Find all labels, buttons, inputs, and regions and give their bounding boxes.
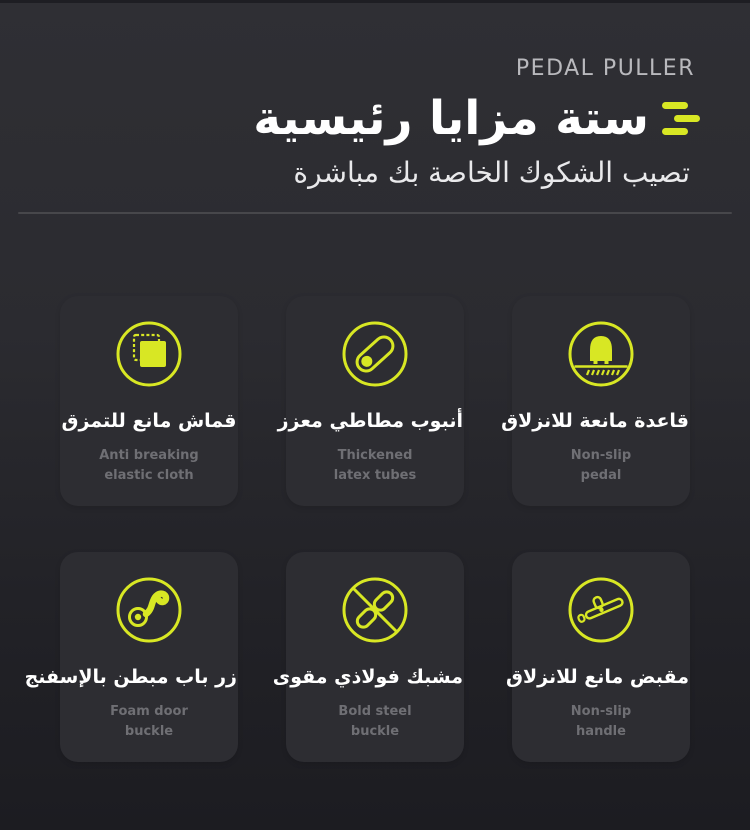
feature-card bbox=[24, 552, 238, 762]
page-subtitle: تصيب الشكوك الخاصة بك مباشرة bbox=[293, 156, 690, 190]
divider bbox=[18, 212, 732, 214]
feature-title: مشبك فولاذي مقوى bbox=[272, 666, 463, 689]
feature-icon-circle bbox=[341, 576, 409, 644]
feature-card bbox=[272, 552, 464, 762]
feature-subtitle bbox=[571, 446, 631, 486]
feature-card bbox=[60, 296, 238, 506]
header bbox=[0, 0, 750, 192]
feature-subtitle-line2: elastic cloth bbox=[104, 468, 194, 484]
feature-subtitle-line2: buckle bbox=[124, 724, 174, 740]
feature-subtitle-line2: pedal bbox=[580, 468, 622, 484]
brand-name: PEDAL PULLER bbox=[515, 56, 695, 81]
foam-door-buckle-icon bbox=[115, 576, 183, 644]
top-edge-shade bbox=[0, 0, 750, 3]
feature-card bbox=[277, 296, 464, 506]
feature-title: مقبض مانع للانزلاق bbox=[505, 666, 689, 689]
feature-title: قاعدة مانعة للانزلاق bbox=[501, 410, 689, 433]
feature-icon-circle bbox=[567, 576, 635, 644]
steel-buckle-icon bbox=[341, 576, 409, 644]
feature-icon-circle bbox=[341, 320, 409, 388]
feature-subtitle-line2: buckle bbox=[350, 724, 400, 740]
feature-subtitle-line1: Anti breaking bbox=[99, 448, 199, 464]
feature-subtitle-line2: handle bbox=[576, 724, 626, 740]
feature-icon-circle bbox=[115, 320, 183, 388]
feature-subtitle bbox=[338, 702, 411, 742]
feature-subtitle-line1: Foam door bbox=[110, 704, 188, 720]
feature-title: قماش مانع للتمزق bbox=[61, 410, 237, 433]
non-slip-pedal-icon bbox=[567, 320, 635, 388]
feature-subtitle bbox=[99, 446, 198, 486]
fabric-patch-icon bbox=[115, 320, 183, 388]
feature-title: أنبوب مطاطي معزز bbox=[277, 410, 463, 433]
non-slip-handle-icon bbox=[567, 576, 635, 644]
feature-subtitle-line1: Non-slip bbox=[570, 448, 632, 464]
feature-subtitle bbox=[334, 446, 417, 486]
page-title: ستة مزايا رئيسية bbox=[253, 91, 649, 146]
feature-subtitle-line1: Bold steel bbox=[338, 704, 412, 720]
feature-title: زر باب مبطن بالإسفنج bbox=[24, 666, 237, 689]
features-grid bbox=[0, 296, 750, 762]
feature-subtitle-line1: Thickened bbox=[337, 448, 413, 464]
feature-card bbox=[505, 552, 690, 762]
feature-icon-circle bbox=[567, 320, 635, 388]
menu-bars-icon bbox=[662, 102, 702, 135]
feature-subtitle bbox=[110, 702, 188, 742]
feature-subtitle-line1: Non-slip bbox=[570, 704, 632, 720]
feature-icon-circle bbox=[115, 576, 183, 644]
feature-card bbox=[501, 296, 690, 506]
feature-subtitle-line2: latex tubes bbox=[333, 468, 417, 484]
title-row bbox=[0, 88, 750, 149]
latex-tube-icon bbox=[341, 320, 409, 388]
feature-subtitle bbox=[571, 702, 631, 742]
